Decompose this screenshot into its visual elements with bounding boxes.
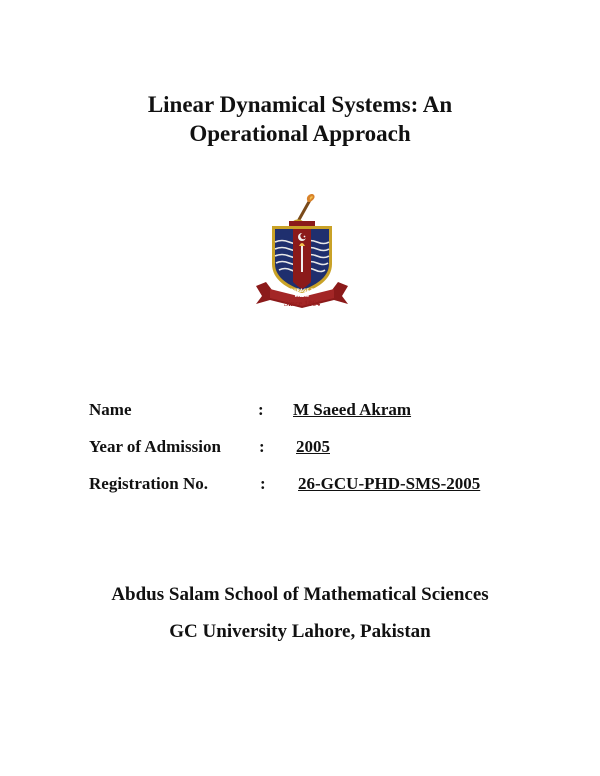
crest-since: Since 1864 [283,299,321,308]
name-separator: : [258,400,264,419]
name-value: M Saeed Akram [293,400,412,419]
institution-school: Abdus Salam School of Mathematical Sciences [111,584,489,605]
admission-year-value: 2005 [296,437,330,456]
university-crest [252,192,352,314]
title-line-1: Linear Dynamical Systems: An [147,92,453,117]
registration-value: 26-GCU-PHD-SMS-2005 [298,474,481,493]
info-row-admission-year [0,437,600,461]
admission-year-separator: : [259,437,265,456]
document-title [0,90,600,148]
institution-university: GC University Lahore, Pakistan [169,621,431,642]
name-label: Name [89,400,132,419]
registration-separator: : [260,474,266,493]
title-line-2: Operational Approach [189,121,411,146]
crest-motto: COURAGE TO KNOW [286,288,318,298]
registration-label: Registration No. [89,474,208,493]
info-row-name [0,400,600,424]
info-row-registration [0,474,600,498]
admission-year-label: Year of Admission [89,437,221,456]
